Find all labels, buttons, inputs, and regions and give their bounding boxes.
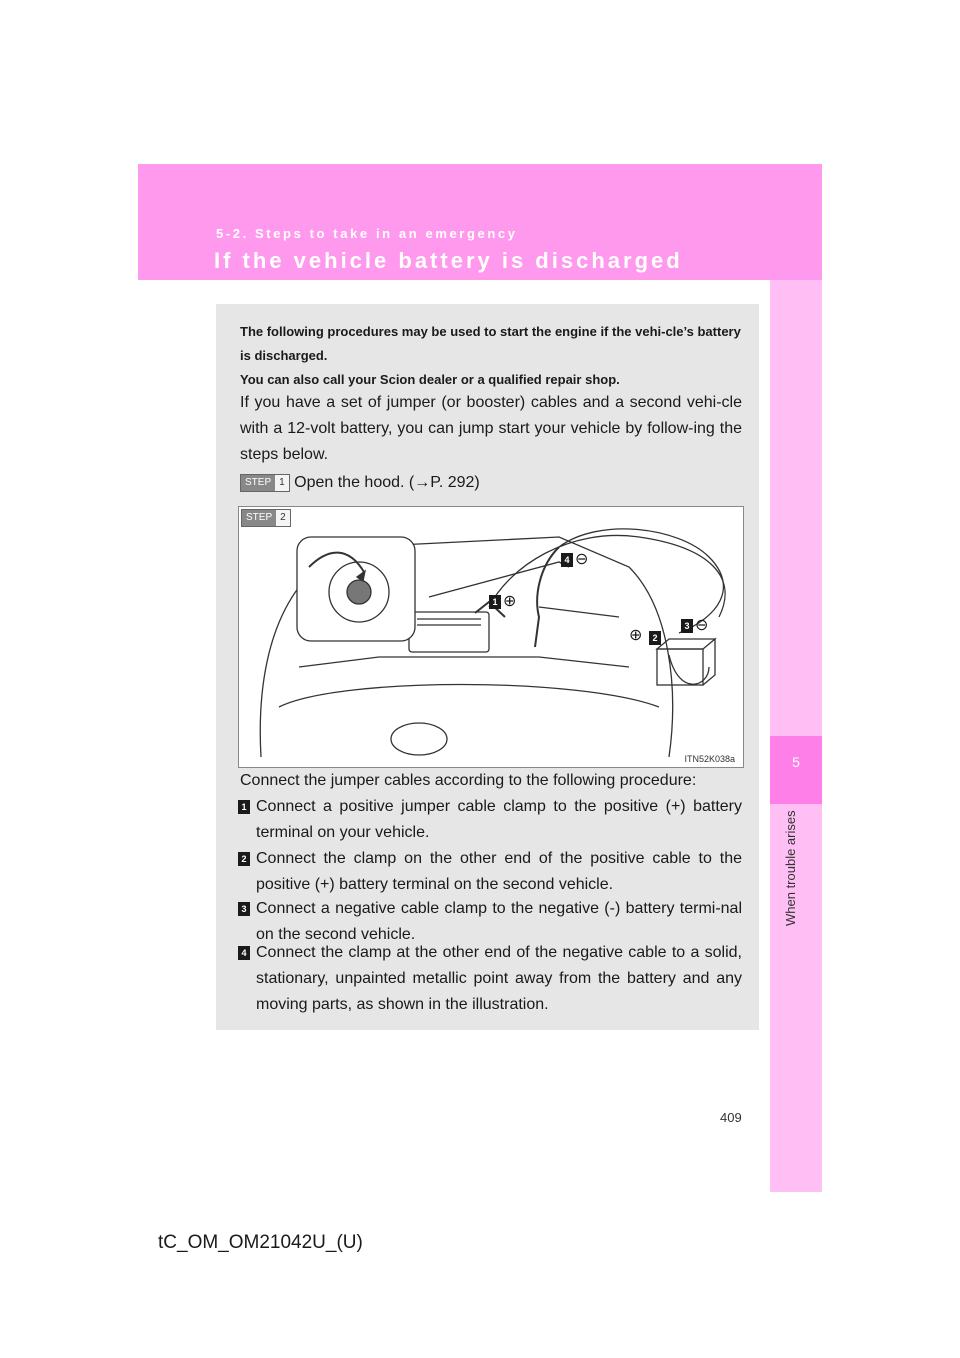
footer-code: tC_OM_OM21042U_(U): [158, 1232, 363, 1253]
list-marker-4: 4: [238, 946, 250, 960]
step-1-text: Open the hood. (→P. 292): [294, 474, 480, 491]
step-1: [240, 470, 742, 496]
step-1-badge: [240, 474, 290, 492]
marker-3: 3: [681, 619, 693, 633]
car-engine-drawing: [239, 507, 743, 767]
page-number: 409: [720, 1110, 742, 1125]
step-2-badge: [241, 509, 291, 527]
marker-4: 4: [561, 553, 573, 567]
jump-start-illustration: [238, 506, 744, 768]
page-title: If the vehicle battery is discharged: [214, 248, 683, 273]
marker-1: 1: [489, 595, 501, 609]
section-label: 5-2. Steps to take in an emergency: [216, 226, 518, 241]
intro-paragraph: If you have a set of jumper (or booster) cables and a second vehi-cle with a 12-volt battery, you can jump start your vehicle by follow-ing the steps below.: [240, 394, 742, 463]
procedure-item-1: Connect a positive jumper cable clamp to the positive (+) battery terminal on your vehicle.: [256, 798, 742, 841]
list-marker-2: 2: [238, 852, 250, 866]
connect-intro: Connect the jumper cables according to the following procedure:: [240, 772, 697, 789]
procedure-item-2: Connect the clamp on the other end of the positive cable to the positive (+) battery terminal on the second vehicle.: [256, 850, 742, 893]
plus-icon: ⊕: [503, 593, 517, 610]
chapter-title: When trouble arises: [783, 810, 798, 926]
marker-2: 2: [649, 631, 661, 645]
chapter-number: 5: [792, 754, 800, 770]
illustration-code: ITN52K038a: [684, 754, 735, 764]
intro-line-1: The following procedures may be used to start the engine if the vehi-cle’s battery is discharged.: [240, 324, 741, 363]
step-label: STEP: [241, 475, 275, 491]
procedure-item-3: Connect a negative cable clamp to the negative (-) battery termi-nal on the second vehicle.: [256, 900, 742, 943]
intro-notes: [240, 320, 742, 392]
minus-icon: ⊖: [695, 617, 709, 634]
step-number: 1: [279, 476, 285, 488]
step-label: STEP: [242, 510, 276, 526]
plus-icon: ⊕: [629, 627, 643, 644]
intro-line-2: You can also call your Scion dealer or a qualified repair shop.: [240, 372, 620, 387]
minus-icon: ⊖: [575, 551, 589, 568]
step-number: 2: [280, 512, 286, 523]
list-marker-3: 3: [238, 902, 250, 916]
procedure-item-4: Connect the clamp at the other end of the negative cable to a solid, stationary, unpainted metallic point away from the battery and any moving parts, as shown in the illustration.: [256, 944, 742, 1013]
list-marker-1: 1: [238, 800, 250, 814]
side-tab-active[interactable]: [770, 736, 822, 804]
